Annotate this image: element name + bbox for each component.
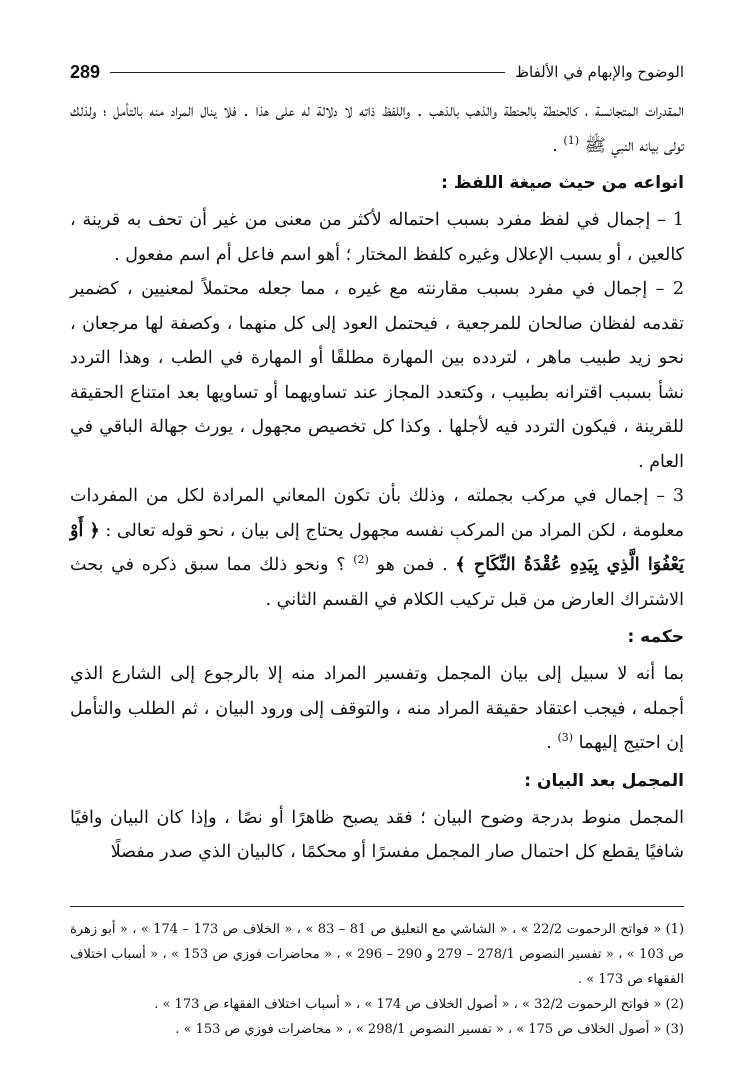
footnote: (1) « فواتح الرحموت 22/2 » ، « الشاشي مع التعليق ص 81 – 83 » ، « الخلاف ص 173 – 174 » ، « أبو زهرة ص 103 » ، « تفسير النصوص 278/1 – 279 و 290 – 296 » ، « محاضرات فوزي ص 153 » ، « أسباب اختلاف الفقهاء ص 173 » . bbox=[70, 921, 685, 987]
running-title: الوضوح والإبهام في الألفاظ bbox=[515, 63, 684, 81]
paragraph: المجمل منوط بدرجة وضوح البيان ؛ فقد يصبح ظاهرًا أو نصًا ، وإذا كان البيان وافيًا شافيًا يقطع كل احتمال صار المجمل مفسرًا أو محكمًا ، كالبيان الذي صدر مفصلًا bbox=[70, 807, 684, 862]
page-number: 289 bbox=[70, 61, 101, 82]
paragraph-text: بما أنه لا سبيل إلى بيان المجمل وتفسير المراد منه إلا بالرجوع إلى الشارع الذي أجمله ، فيجب اعتقاد حقيقة المراد منه ، والتوقف إلى ورود البيان ، ثم الطلب والتأمل إن احتيج إليهما bbox=[70, 664, 684, 753]
main-text bbox=[70, 94, 684, 870]
footnote-ref: (2) bbox=[353, 553, 369, 567]
section-heading-after-clarification: المجمل بعد البيان : bbox=[524, 770, 684, 791]
book-page bbox=[70, 52, 684, 1062]
header-rule bbox=[110, 72, 505, 73]
footnote-ref: (3) bbox=[557, 731, 574, 745]
paragraph bbox=[70, 479, 684, 617]
paragraph-end: . bbox=[552, 135, 558, 156]
footnote-ref: (1) bbox=[563, 133, 579, 147]
section-heading-ruling: حكمه : bbox=[627, 627, 684, 647]
quran-verse: ﴿ أَوْ يَعْفُوَا الَّذِي بِيَدِهِ عُقْدَةُ النِّكَاحِ ﴾ bbox=[70, 520, 684, 575]
paragraph-text: ؟ ونحو ذلك مما سبق ذكره في بحث الاشتراك العارض من قبل تركيب الكلام في القسم الثاني . bbox=[70, 555, 684, 610]
section-heading-types: انواعه من حيث صيغة اللفظ : bbox=[441, 173, 684, 193]
footnotes bbox=[70, 917, 684, 1042]
paragraph-text: المقدرات المتجانسة ، كالحنطة بالحنطة والذهب بالذهب . واللفظ ذاته لا دلالة له على هذا . فلا ينال المراد منه بالتأمل ؛ ولذلك تولى بيانه النبي ﷺ bbox=[70, 101, 684, 156]
page-header bbox=[70, 52, 684, 92]
paragraph bbox=[70, 94, 684, 163]
footnote-rule bbox=[70, 906, 684, 907]
paragraph: 2 – إجمال في مفرد بسبب مقارنته مع غيره ، مما جعله محتملاً لمعنيين ، كضمير تقدمه لفظان صالحان للمرجعية ، فيحتمل العود إلى كل منهما ، وكصفة لها مرجعان ، نحو زيد طبيب ماهر ، لتردده بين المهارة مطلقًا أو المهارة في الطب ، وهذا التردد نشأ بسبب اقترانه بطبيب ، وكتعدد المجاز عند تساويهما أو تساويها بعد امتناع الحقيقة للقرينة ، فيكون التردد فيه لأجلها . وكذا كل تخصيص مجهول ، يورث جهالة الباقي في العام . bbox=[70, 279, 684, 472]
paragraph-text: . فمن هو bbox=[368, 555, 448, 575]
footnote: (3) « أصول الخلاف ص 175 » ، « تفسير النصوص 298/1 » ، « محاضرات فوزي ص 153 » . bbox=[175, 1021, 684, 1037]
paragraph: 1 – إجمال في لفظ مفرد بسبب احتماله لأكثر من معنى من غير أن تحف به قرينة ، كالعين ، أو بسبب الإعلال وغيره كلفظ المختار ؛ أهو اسم فاعل أم اسم مفعول . bbox=[70, 210, 684, 265]
paragraph bbox=[70, 657, 684, 761]
paragraph-end: . bbox=[546, 733, 552, 753]
paragraph-text: 3 – إجمال في مركب بجملته ، وذلك بأن تكون المعاني المرادة لكل من المفردات معلومة ، لكن المراد من المركب نفسه مجهول يحتاج إلى بيان ، نحو قوله تعالى : bbox=[70, 486, 684, 541]
footnote: (2) « فواتح الرحموت 32/2 » ، « أصول الخلاف ص 174 » ، « أسباب اختلاف الفقهاء ص 173 » . bbox=[154, 996, 684, 1012]
